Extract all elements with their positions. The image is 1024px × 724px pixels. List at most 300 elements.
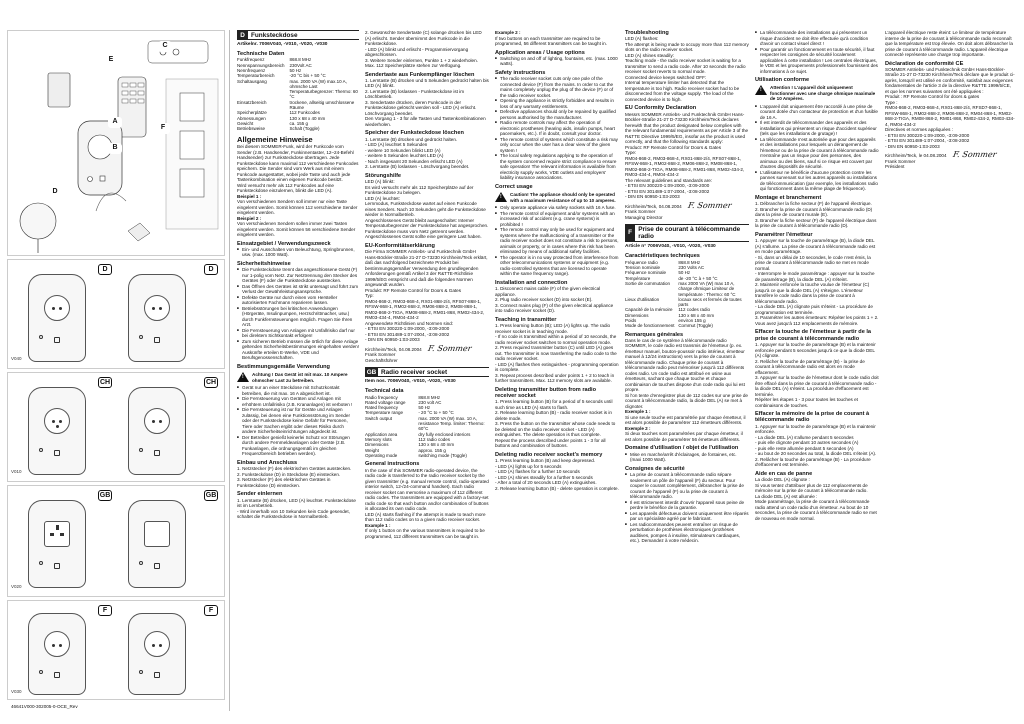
- example2-text-fr: Si deux touches sont paramétrées par chaque émetteur, il est alors possible de paramétrer 56 émetteurs différents.: [625, 431, 743, 442]
- fault-text: Es wird versucht mehr als 112 Speicherplätze auf der Funksteckdose zu belegen.: [365, 184, 474, 196]
- spec-key: Temperaturbereich: [237, 73, 275, 79]
- variant-code-fr: V030: [11, 689, 22, 694]
- list-item: ■ Les appareils défectueux doivent uniquement être réparés par un spécialiste agréé par le fabricant.: [625, 511, 749, 522]
- wall-switch-shape: [48, 73, 70, 107]
- spec-value: locaux secs et fermés de toutes parts: [678, 296, 742, 308]
- fault-text: Si vous tentez d'attribuer plus de 112 emplacements de mémoire sur la prise de courant à télécommande radio.: [755, 482, 868, 494]
- receiver-socket-ch: [28, 387, 86, 475]
- list-item: ■ The operator is in no way protected from interference from other telecommunications systems or equipment (e.g. radio-controlled systems that are licensed to operate within the same frequency range).: [495, 255, 619, 277]
- delete-step: 3. Press the button on the transmitter whose code needs to be deleted on the radio receiver socket - LED (A) extinguishes. The delete operation is thus complete.: [495, 421, 616, 438]
- heading-conf-de: EU-Konformitätserklärung: [365, 242, 435, 249]
- list-item: ■ Die Fernsteuerung von Anlagen mit Unfallrisiko darf nur bei direktem Sichtkontakt erfolgen!: [237, 328, 359, 339]
- norm-item: - DIN EN 60950-1:03-2003: [625, 194, 680, 200]
- variant-panel-ch: [7, 372, 225, 482]
- teach-step: - If no code is transmitted within a period of 10 seconds, the radio receiver socket switches to normal operation mode.: [495, 334, 617, 345]
- teach-step: - LED (A) flashes then extinguishes - programming operation is complete.: [495, 361, 619, 373]
- spec-key: Mode de fonctionnement: [625, 323, 675, 329]
- heading-delete-de: Sendertaste aus Funkempfänger löschen: [365, 71, 475, 78]
- variant-badge-gb-2: GB: [205, 492, 217, 499]
- signer-gb: Frank Sommer: [625, 209, 656, 215]
- clear-step: - LED (A) flashes for a further 10 seconds: [495, 469, 580, 475]
- label-c: C: [158, 41, 172, 52]
- fault-text: LED (A) leuchtet:: [365, 195, 400, 201]
- general-text2-de: Wird versucht mehr als 112 Funkcodes auf eine Funksteckdose einzulernen, blinkt die LED (A).: [237, 182, 334, 194]
- spec-value: 50 Hz: [289, 68, 302, 73]
- list-item: ■ Only operate appliance via safety sockets with 16 A fuse.: [495, 205, 619, 211]
- warning-box-gb: [495, 192, 619, 203]
- section-header-gb: [365, 367, 489, 377]
- illustration-column: [5, 30, 230, 711]
- types-gb: RM04-868-2, RM03-868-4, RX01-868-2/4, RFS07-868-1, RFSW-868-1, RM02-868-2, RM06-868-2, RM08-868-1, RM02-868-2-TIGA, RM08-868-2, RM01-868, RM02-434-2, RM03-434-4, RM04-434-2: [625, 155, 745, 178]
- general-text2-fr: Si l'on tente d'enregistrer plus de 112 codes sur une prise de courant à télécommande radio, la diode DEL (A) se met à clignoter.: [625, 392, 748, 409]
- fault-text: Mode paramétrage, la prise de courant à télécommande radio attend un code radio d'un émetteur. Au bout de 10 secondes, la prise de courant à télécommande radio se met de nouveau en mode normal.: [755, 499, 877, 521]
- list-item: ■ L'appareil doit uniquement être raccordé à une prise de courant dotée d'un contacteur de protection et d'un fusible de 16 A.: [755, 104, 879, 121]
- type-label-de: Typ:: [365, 293, 374, 299]
- section-header-fr: [625, 224, 749, 242]
- list-item: ■ Die Funksteckdose trennt das angeschlossene Gerät (F) nur 1-polig vom Netz. Zur Netztrennung den Stecker des Gerätes (F) oder die Funksteckdose ausstecken.: [237, 267, 359, 284]
- spec-table-gb: [365, 395, 489, 459]
- norm-item: - ETSI EN 300220-1:09-2000, -3:09-2000: [365, 326, 450, 332]
- french-column-1: [755, 30, 879, 711]
- spec-key: Tension nominale: [625, 265, 661, 271]
- variant-badge-ch-2: CH: [205, 379, 217, 386]
- variant-badge-de: D: [98, 264, 112, 275]
- norm-item: - DIN EN 60950-1:03-2003: [885, 143, 940, 149]
- spec-value: 130 x 68 x 40 mm: [678, 312, 715, 318]
- delete-step: 1. Press learning button (B) for a period of 5 seconds until such time as LED (A) starts to flash.: [495, 399, 613, 410]
- teach-step: - LED (A) blinkt und erlischt - Programmiervorgang abgeschlossen.: [365, 46, 469, 57]
- heading-conf-gb: EU Conformity Declaration: [625, 105, 697, 112]
- section-title-de: Funksteckdose: [251, 31, 298, 39]
- clear-step: - puis elle clignote pendant 10 autres secondes (A): [755, 440, 859, 446]
- spec-table-de: [237, 57, 359, 131]
- variant-badge-fr-2: F: [204, 605, 218, 616]
- list-item: ■ Radio remote controls may affect the operation of electronic prostheses (hearing aids, insulin pumps, heart pacemakers, etc.). If in doubt, consult your doctor.: [495, 120, 619, 137]
- clear-step: - La diode DEL (A) s'allume pendant 5 secondes: [755, 434, 854, 440]
- type-label-fr: Type :: [885, 99, 898, 105]
- spec-value: - 20 °C to + 50 °C: [418, 410, 454, 416]
- spec-value: environ 155 g: [678, 317, 706, 323]
- spec-value: max. 2000 VA (W) max. 10 A, resistance Temp. limiter: Thermo: 60°C: [418, 415, 485, 432]
- usage-list-gb: [495, 56, 619, 67]
- list-item: ■ Ein- und Ausschalten von Beleuchtung, Springbrunnen, usw. (max. 1000 Watt).: [237, 247, 359, 258]
- heading-spec-fr: Caractéristiques techniques: [625, 253, 700, 260]
- install-step: 3. Brancher la fiche secteur (F) de l'appareil électrique dans la prise de courant à télécommande radio (D).: [755, 217, 877, 229]
- spec-key: Funkfrequenz: [237, 57, 265, 63]
- heading-delete-fr: Effacer la touche de l'émetteur à partir de la prise de courant à télécommande radio: [755, 329, 872, 342]
- teach-step: 2. Gewünschte Sendertaste (C) solange drücken bis LED (A) erlischt. Sender übernimmt den Funkcode in die Funksteckdose.: [365, 30, 482, 46]
- section-header-de: [237, 30, 359, 40]
- signer-fr: Frank Sommer: [885, 158, 916, 164]
- safety-list-gb: [495, 76, 619, 181]
- receiver-socket-fr-side: [128, 613, 186, 695]
- clear-step: - After a total of 20 seconds LED (A) extinguishes.: [495, 480, 597, 486]
- receiver-socket-de: [28, 274, 86, 362]
- list-item: ■ Betriebsstörungen bei kritischen Anwendungen (Hörgeräte, Insulinpumpen, Herzschrittmacher, usw.) durch Funkfernsteuerungen möglich. Fragen Sie Ihren Arzt.: [237, 306, 359, 328]
- norm-item: - ETSI EN 301489-1:07-2004, -3:08-2002: [365, 331, 450, 337]
- heading-teach-fr: Paramétrer l'émetteur: [755, 231, 813, 238]
- spec-key: Sortie de commutation: [625, 280, 671, 286]
- heading-safety-fr: Consignes de sécurité: [625, 465, 685, 472]
- english-column-1: [495, 30, 619, 711]
- usage-list-fr: [625, 452, 749, 463]
- conf-text-fr: SOMMER Antriebs- und Funktechnik GmbH Hans-Böckler-Straße 21-27 D-73230 Kirchheim/Teck déclare que le produit ci-après, lorsqu'il est utilisé en conformité, satisfait aux exigences fondamentales de l'article 3 de la directive R&TTE 1999/5/CE, et que les normes suivantes ont été appliquées :: [885, 66, 1015, 94]
- spec-value: 130 x 68 x 40 mm: [418, 442, 455, 448]
- signature-gb: F. Sommer: [686, 200, 732, 210]
- product-label-gb: Product:: [625, 144, 643, 150]
- document-footer: 46641V000-302005-0-OCE_Rev: [11, 704, 78, 709]
- teach-step: 1. Appuyer sur la touche de paramétrage (B), la diode DEL (A) s'allume. La prise de courant à télécommande radio est en mode paramétrage.: [755, 238, 876, 255]
- type-label-gb: Type:: [625, 150, 637, 156]
- general-text-fr: Dans le cas de ce système à télécommande radio SOMMER, le code radio est transmis de l'émetteur (p. ex. émetteur manuel, bouton-poussoir radio intérieur, émetteur manuel à 12/24 instructions) vers la prise de courant à télécommande radio. Chaque prise de courant à télécommande radio peut mémoriser jusqu'à 112 différents codes radio. Un code radio est attribué en usine aux émetteurs, sachant que chaque touche et chaque combinaison de touches dispose d'un code radio qui lui est propre.: [625, 337, 745, 393]
- product-label-fr: Produit :: [885, 94, 903, 100]
- product-de: RF Remote Control for Doors & Gates: [383, 287, 461, 293]
- clear-step: 2. Release learning button (B) - delete operation is complete.: [495, 485, 619, 491]
- language-code-de: D: [237, 31, 248, 40]
- receiver-socket-fr: [28, 613, 86, 695]
- section-title-fr: Prise de courant à télécommande radio: [638, 226, 741, 241]
- conf-text-gb: Messrs SOMMER Antriebs- und Funktechnik GmbH Hans-Böckler-Straße 21-27 D-73230 Kirchheim/Teck declares herewith that the product designated below complies with the relevant fundamental requirements as per Article 3 of the R&TTE Directive 1999/5/EG, insofar as the product is used correctly, and that the following standards apply:: [625, 111, 749, 145]
- warning-icon: !: [237, 372, 249, 382]
- spec-value: Schalt (Toggle): [289, 126, 320, 132]
- example2-heading-de: Beispiel 2 :: [237, 215, 262, 221]
- signature-fr: F. Sommer: [951, 150, 997, 160]
- variant-badge-de-2: D: [204, 264, 218, 275]
- general-text-gb: In the case of this SOMMER radio-operated device, the radio code is transferred to the radio receiver socket by the given transmitter (e.g. manual remote control, radio-operated interior switch, 12-/24-command handset). Each radio receiver socket can memorise a maximum of 112 different radio codes. The transmitters are equipped with a factory-set radio code so that each button and/or combination of buttons is allocated its own radio code.: [365, 467, 489, 511]
- signer-role-fr: Président: [885, 164, 905, 170]
- list-item: ■ Der Betreiber genießt keinerlei Schutz vor Störungen durch andere Fernmeldeanlagen oder Geräte (z.B. Funkanlagen, die ordnungsgemäß im gleichen Frequenzbereich betrieben werden).: [237, 435, 359, 457]
- manual-sheet: [5, 26, 1019, 711]
- fault-text: La diode DEL (A) est allumée :: [755, 493, 818, 499]
- example1-heading-de: Beispiel 1 :: [237, 193, 262, 199]
- install-step: 3. Connect mains plug (F) of the given electrical appliance into radio receiver socket (D).: [495, 302, 614, 314]
- heading-usage-fr: Domaine d'utilisation / objet de l'utilisation: [625, 445, 739, 452]
- spec-key: Switch output: [365, 415, 393, 421]
- article-number-gb: Item nos. 7006V040, -V010, -V020, -V030: [365, 379, 456, 385]
- spec-value: 112 Funkcodes: [289, 110, 320, 116]
- place-gb: Kirchheim/Teck, 04.08.2004: [625, 203, 682, 209]
- clear-step: - au bout de 20 secondes au total, la diode DEL s'éteint (A).: [755, 451, 877, 457]
- delete-step: 1. Appuyer sur la touche de paramétrage (B) et la maintenir enfoncée pendant 5 secondes jusqu'à ce que la diode DEL (A) clignote.: [755, 342, 876, 359]
- list-item: ■ La prise de courant à télécommande radio sépare seulement un pôle de l'appareil (F) du secteur. Pour couper le courant complètement, débrancher la prise de courant de l'appareil (F) ou la prise de courant à télécommande radio.: [625, 472, 749, 500]
- delete-step: 3. Sendertaste drücken, deren Funkcode in der Funksteckdose gelöscht werden soll - LED (A) erlischt. Löschvorgang beendet.: [365, 99, 477, 116]
- spec-value: ca. 155 g: [289, 120, 308, 126]
- signer-role-de: Geschäftsführer: [365, 357, 398, 363]
- warning-text-fr: L'appareil doit uniquement fonctionner avec une charge ohmique maximale de 10 Ampères.: [770, 85, 876, 102]
- safety-list-fr: [625, 472, 749, 544]
- heading-intended-fr: Utilisation conforme: [755, 77, 810, 83]
- heading-clear-fr: Effacer la mémoire de la prise de courant à télécommande radio: [755, 411, 870, 424]
- warning-title-fr: Attention !: [770, 85, 793, 91]
- types-de: RM04-868-2, RM03-868-4, RX01-868-2/4, RFS07-868-1, RFSW-868-1, RM02-868-2, RM06-868-2, RM08-868-1, RM02-868-2-TIGA, RM08-868-2, RM01-868, RM02-434-2, RM03-434-4, RM04-434-2: [365, 298, 485, 321]
- variant-code-gb: V020: [11, 584, 22, 589]
- teach-step: - La diode DEL (A) clignote puis s'éteint - La procédure de programmation est terminée.: [755, 304, 873, 315]
- intended-list-fr: [755, 104, 879, 192]
- teach-step: - Wird innerhalb von 10 Sekunden kein Code gesendet, schaltet die Funksteckdose in Normalbetrieb.: [237, 508, 350, 520]
- install-step: 2. Plug radio receiver socket (D) into socket (E).: [495, 297, 593, 303]
- variant-panel-fr: [7, 600, 225, 700]
- heading-conf-fr: Déclaration de conformité CE: [885, 60, 964, 67]
- spec-key: Temperature range: [365, 410, 404, 416]
- clear-step: 1. Lerntaste (B) drücken und gedrückt halten.: [365, 136, 458, 142]
- heading-usage-gb: Application areas / Usage options: [495, 49, 585, 56]
- heading-spec-de: Technische Daten: [237, 51, 285, 57]
- spec-value: 112 radio codes: [418, 436, 451, 442]
- list-item: ■ Pour garantir un fonctionnement en toute sécurité, il faut respecter les consignes de sécurité localement applicables à cette installation ! Les centrales électriques, le VDE et les groupements professionnels fournissent des informations à ce sujet.: [755, 47, 879, 75]
- spec-value: 230Volt AC: [289, 62, 312, 68]
- list-item: ■ The remote control may only be used for equipment and systems where the malfunctioning of a transmitter or the radio receiver socket does not constitute a risk to persons, animals or property, or in cases where this risk has been eliminated by means of additional safety facilities.: [495, 227, 619, 255]
- install-step: 2. Funksteckdose (D) in Steckdose (E) einstecken.: [237, 471, 341, 477]
- spec-value: 112 codes radio: [678, 307, 711, 313]
- spec-value: -20 °C bis + 50 °C: [289, 73, 326, 79]
- warning-title-gb: Caution!: [510, 192, 529, 198]
- teach-step: - Si, dans un délai de 10 secondes, le code n'est émis, la prise de courant à télécommande radio se met en mode normal.: [755, 254, 871, 271]
- heading-install-fr: Montage et branchement: [755, 194, 822, 201]
- list-item: ■ La télécommande des installations qui présentent un risque d'accident ne doit être effectuée qu'à condition d'avoir un contact visuel direct !: [755, 30, 879, 47]
- clear-step: - Nach insgesamt 20 Sekunden erlischt LED (A): [365, 158, 463, 164]
- receiver-socket-ch-side: [128, 387, 186, 475]
- spec-key: Fréquence nominale: [625, 270, 667, 276]
- fault-text: LED (A) blinkt:: [365, 179, 395, 185]
- intended-list-de: [237, 385, 359, 457]
- delete-step: 2. Relâcher la touche de paramétrage (B) - la prise de courant à télécommande radio est alors en mode effacement.: [755, 358, 865, 375]
- spec-key: Radio frequency: [365, 394, 398, 400]
- spec-value: 868.8 MHz: [678, 259, 701, 265]
- spec-value: 130 x 68 x 40 mm: [289, 115, 326, 121]
- language-code-gb: GB: [366, 368, 377, 376]
- spec-value: 868.8 MHz: [289, 57, 312, 63]
- spec-value: de -20 °C à + 50 °C: [678, 275, 718, 281]
- teach-step: 2. Press required transmitter button (C) until LED (A) goes out. The transmitter is now transferring the radio code to the radio receiver socket.: [495, 345, 617, 362]
- spec-key: Gewicht: [237, 120, 254, 126]
- fault-text: LED (A) flashes:: [625, 36, 659, 42]
- heading-install-de: Einbau und Anschluss: [237, 459, 298, 466]
- signer-de: Frank Sommer: [365, 352, 396, 358]
- heading-fault-gb: Troubleshooting: [625, 30, 669, 36]
- spec-value: trockene, allseitig umschlossene Räume: [289, 99, 355, 111]
- spec-key: Betriebsweise: [237, 126, 266, 132]
- label-b: B: [108, 143, 122, 154]
- norm-item: - DIN EN 60950-1:03-2003: [365, 337, 420, 343]
- norm-item: - ETSI EN 301489-1:07-2004, -3:08-2002: [885, 138, 970, 144]
- french-column-2: [885, 30, 1015, 711]
- clear-step: - puis elle reste allumée pendant 5 secondes (A): [755, 445, 854, 451]
- product-gb: RF Remote Control for Doors & Gates: [643, 144, 721, 150]
- clear-step: - LED (A) leuchtet 5 Sekunden: [365, 142, 428, 148]
- heading-fault-de: Störungshilfe: [365, 172, 402, 179]
- language-code-fr: F: [625, 225, 635, 241]
- german-column-2: [365, 30, 489, 711]
- clear-step: - weitere 5 Sekunden leuchtet LED (A): [365, 153, 444, 159]
- variant-code-de: V040: [11, 356, 22, 361]
- list-item: ■ Zum sicheren Betrieb müssen die örtlich für diese Anlage geltenden Sicherheitsbestimmungen eingehalten werden! Auskünfte erteilen E-Werke, VDE und Berufsgenossenschaften.: [237, 339, 359, 361]
- example1-text-de: Von verschiedenen Sendern soll immer nur eine Taste eingelernt werden. Somit können 112 verschiedene Sender eingelernt werden.: [237, 199, 358, 216]
- place-de: Kirchheim/Teck, 04.08.2004: [365, 346, 422, 352]
- spec-value: approx. 155 g: [418, 447, 446, 453]
- example2-heading-gb: Example 2 :: [495, 30, 521, 35]
- example1-text-gb: If only 1 button on the various transmitters is required to be programmed, 112 different transmitters can be taught in.: [365, 528, 485, 539]
- delete-step: 2. Release learning button (B) - radio receiver socket is in delete mode.: [495, 410, 612, 421]
- fault-text: Lernmodus, Funksteckdose wartet auf einen Funkcode eines Senders. Nach 10 Sekunden geht die Funksteckdose wieder in Normalbetrieb.: [365, 201, 486, 218]
- fault-text: Angeschlossenes Gerät bleibt ausgeschaltet: Interner Temperaturbegrenzer der Funksteckdose hat angesprochen. Funksteckdose muss vom Netz getrennt werden. Angeschlossenes Gerät sollte eine geringere Last haben.: [365, 217, 489, 240]
- product-fr: RF Remote Control for doors & gates: [903, 94, 980, 100]
- spec-value: max. 2000 VA (W) max.10 A, ohmsche Last Temperaturbegrenzer: Thermo: 60 °C: [289, 78, 358, 100]
- heading-spec-gb: Technical data: [365, 388, 404, 395]
- section-title-gb: Radio receiver socket: [381, 368, 448, 376]
- warning-box-de: [237, 372, 359, 383]
- list-item: ■ Les radiocommandes peuvent entraîner un risque de perturbation de prothèses électroniques (prothèses auditives, pompes à insuline, stimulateurs cardiaques, etc.). Demandez à votre médecin.: [625, 522, 749, 544]
- heading-clear-de: Speicher der Funksteckdose löschen: [365, 130, 464, 137]
- spec-key: Rated voltage range: [365, 399, 406, 405]
- delete-step: Den Vorgang 1 - 3 für alle Tasten und Tastenkombinationen wiederholen.: [365, 116, 486, 127]
- label-d: D: [48, 187, 62, 198]
- teach-step: 3. Repeat process described under points 1 + 2 to teach in further transmitters. Max. 112 memory slots are available.: [495, 372, 615, 384]
- install-step: 3. Netzstecker (F) des elektrischen Gerätes in Funksteckdose (D) einstecken.: [237, 477, 331, 488]
- spec-key: Nennfrequenz: [237, 68, 266, 73]
- clear-step: 1. Appuyer sur la touche de paramétrage (B) et la maintenir enfoncée.: [755, 423, 876, 435]
- heading-safety-gb: Safety instructions: [495, 69, 546, 76]
- fan-shape: [20, 203, 56, 239]
- heading-teach-gb: Teaching in transmitter: [495, 316, 557, 323]
- intended-list-gb: [495, 205, 619, 277]
- list-item: ■ Die Fernsteuerung von Geräten und Anlagen mit erhöhtem Unfallrisiko (z.B. Krananlagen) ist verboten !: [237, 396, 359, 407]
- spec-key: Poids: [625, 317, 637, 323]
- variant-panel-gb: [7, 485, 225, 597]
- heading-intended-gb: Correct usage: [495, 183, 533, 190]
- spec-value: 50 Hz: [678, 270, 691, 276]
- warning-box-fr: [755, 85, 879, 102]
- norms-label-de: Angewendete Richtlinien und Normen sind:: [365, 320, 454, 326]
- mains-plug-shape: [128, 223, 150, 241]
- spec-key: Schaltausgang: [237, 78, 267, 84]
- spec-key: Capacité de la mémoire: [625, 307, 673, 313]
- fault-text: The attempt is being made to occupy more than 112 memory slots on the radio receiver socket.: [625, 41, 749, 53]
- article-number-fr: Article n° 7006V040, -V010, -V020, -V030: [625, 244, 716, 250]
- spec-key: Weight: [365, 447, 379, 453]
- spec-key: Fréquence radio: [625, 259, 658, 265]
- example2-heading-fr: Exemple 2 :: [625, 425, 651, 431]
- heading-clear-gb: Deleting radio receiver socket's memory: [495, 451, 603, 458]
- types-fr: RM04-868-2, RM03-868-4, RX01-868-2/4, RFSD7-868-1, RFSW-868-1, RM02-868-2, RM06-868-2, RM04-868-1, RM02-868-2-TIGA, RM08-868-2, RM01-868, RM02-434-2, RM03-434-4, RM04-434-2: [885, 105, 1015, 127]
- warning-text-gb: The appliance should only be operated with a maximum resistance of up to 10 amperes.: [510, 192, 616, 203]
- list-item: ■ Das Öffnen des Gerätes ist strikt untersagt und führt zum Verlust der Gewährleistungsansprüche.: [237, 284, 359, 295]
- spec-value: switching mode (Toggle): [418, 452, 467, 458]
- clear-step: - LED (A) lights up for 5 seconds: [495, 463, 562, 469]
- heading-general-fr: Remarques générales: [625, 331, 684, 338]
- spec-value: max 2000 VA (W) max 10 A, charge ohmique Limiteur de température : Thermo: 60 °C: [678, 280, 736, 297]
- install-step: 2. Brancher la prise de courant à télécommande radio (D) dans la prise de courant murale (E).: [755, 206, 873, 218]
- heading-general-gb: General instructions: [365, 461, 420, 468]
- conf-tail-fr: L'appareil électrique reste éteint: Le limiteur de température interne de la prise de courant à télécommande radio reconnaît que la température est trop élevée. On doit alors débrancher la prise de courant à télécommande radio. L'appareil électrique connecté représente une charge trop importante.: [885, 30, 1013, 57]
- spec-key: Abmessungen: [237, 115, 266, 121]
- teach-step: 3. Paramétrer les autres émetteurs: Répéter les points 1 + 2. Vous avez jusqu'à 112 emplacements de mémoire.: [755, 315, 879, 326]
- clear-step: - weitere 10 Sekunden blinkt LED (A): [365, 147, 441, 153]
- fault-text: La diode DEL (A) clignote :: [755, 477, 810, 483]
- spec-value: dry fully enclosed interiors: [418, 431, 471, 437]
- clear-step: 2. Lerntaste (B) loslassen - Löschvorgang beendet.: [365, 164, 470, 170]
- spec-key: Speicherplätze: [237, 110, 267, 116]
- delete-step: 1. Lerntaste (B) drücken und 5 Sekunden gedrückt halten bis LED (A) blinkt.: [365, 77, 489, 89]
- spec-value: Commut (Toggle): [678, 323, 713, 329]
- label-f: F: [156, 123, 170, 134]
- example1-heading-fr: Exemple 1 :: [625, 409, 651, 415]
- german-column-1: [237, 30, 359, 711]
- list-item: ■ Die Fernsteuerung ist nur für Geräte und Anlagen zulässig, bei denen eine Funktionsstörung im Sender oder der Funksteckdose keine Gefahr für Personen, Tiere oder Sachen ergibt oder dieses Risiko durch andere Sicherheitseinrichtungen abgedeckt ist.: [237, 407, 359, 435]
- teach-step: 3. Weitere Sender einlernen, Punkte 1 + 2 wiederholen. Max. 112 Speicherplätze stehen zur Verfügung.: [365, 57, 478, 68]
- norms-label-fr: Directives et normes appliquées :: [885, 127, 953, 133]
- warning-icon: !: [755, 85, 767, 95]
- variant-badge-ch: CH: [99, 379, 111, 386]
- fault-text: Connected device keeps switched OFF:: [625, 74, 707, 80]
- overview-illustration: [7, 30, 225, 256]
- clear-step: 2. Relâcher la touche de paramétrage (B) - La procédure d'effacement est terminée.: [755, 456, 871, 468]
- spec-key: Einsatzbereich: [237, 99, 267, 105]
- general-text2-gb: LED (A) starts flashing if the attempt is made to teach more than 112 radio codes on to a given radio receiver socket.: [365, 511, 486, 522]
- spec-value: 230 volt AC: [418, 399, 442, 405]
- delete-step: 2. Lerntaste (B) loslassen - Funksteckdose ist im Löschbetrieb.: [365, 88, 465, 100]
- spec-value: 868.8 MHz: [418, 394, 441, 400]
- list-item: ■ The remote control of systems which constitute a risk may only occur when the user has a clear view of the given system !: [495, 137, 619, 154]
- install-step: 1. Netzstecker (F) des elektrischen Gerätes ausstecken.: [237, 466, 352, 472]
- label-a: A: [108, 117, 122, 128]
- receiver-socket-gb: [28, 500, 86, 588]
- spec-key: Température: [625, 275, 651, 281]
- variant-badge-fr: F: [98, 605, 112, 616]
- place-fr: Kirchheim/Teck, le 04.08.2004: [885, 153, 947, 159]
- variant-code-ch: V010: [11, 469, 22, 474]
- fault-text: Internal temperature limiter has detected that the temperature is too high. Radio receiver socket had to be disconnected from the voltage supply. The load of the connected device is to high.: [625, 80, 740, 102]
- spec-value: 50 Hz: [418, 405, 431, 411]
- install-step: 1. Disconnect mains cable (F) of the given electrical appliance.: [495, 286, 601, 297]
- warning-icon: !: [495, 192, 507, 202]
- example2-text-gb: If two buttons on each transmitter are required to be programmed, 56 different transmitters can be taught in.: [495, 35, 608, 46]
- list-item: ■ Defekte Geräte nur durch einen vom Hersteller autorisierten Fachmann reparieren lassen.: [237, 295, 359, 306]
- install-step: 1. Débrancher la fiche secteur (F) de l'appareil électrique.: [755, 201, 872, 207]
- warning-title-de: Achtung !: [252, 372, 274, 378]
- warning-text-de: Das Gerät ist mit max. 10 Ampere ohmscher Last zu betreiben.: [252, 372, 348, 383]
- norms-label-gb: The relevant guidelines and standards are:: [625, 177, 713, 183]
- heading-delete-gb: Deleting transmitter button from radio receiver socket: [495, 386, 597, 399]
- clear-step: 1. Press learning button (B) and keep depressed.: [495, 458, 596, 464]
- spec-key: Nennspannungsbereich: [237, 62, 285, 68]
- list-item: ■ Opening the appliance is strictly forbidden and results in loss of any warranty entitlements.: [495, 98, 619, 109]
- heading-fault-fr: Aide en cas de panne: [755, 470, 813, 477]
- list-item: ■ Il est strictement interdit d'ouvrir l'appareil sous peine de perdre le bénéfice de la garantie.: [625, 500, 749, 511]
- conf-text-de: Die Firma SOMMER Antriebs- und Funktechnik GmbH Hans-Böckler-Straße 21-27 D-73230 Kirchheim/Teck erklärt, daß das nachfolgend bezeichnete Produkt bei bestimmungsgemäßer Verwendung den grundlegenden Anforderungen gemäß Artikel 3 der R&TTE-Richtlinie 1999/5/EG entspricht und daß die folgenden Normen angewandt wurden.: [365, 249, 488, 288]
- norm-item: - ETSI EN 300220-1:09-2000, -3:09-2000: [625, 183, 710, 189]
- list-item: ■ L'utilisateur ne bénéficie d'aucune protection contre les pannes survenant sur les autres appareils ou installations de télécommunication (par exemple, les installations radio qui fonctionnent dans la même plage de fréquence).: [755, 170, 879, 192]
- intro-list-fr: [755, 30, 879, 74]
- article-number-de: Artikelnr. 7006V040, -V010, -V020, -V030: [237, 42, 328, 47]
- spec-value: 230 Volts AC: [678, 265, 705, 271]
- receiver-socket-de-side: [128, 274, 186, 362]
- delete-step: Repeat the process described under points 1 - 3 for all buttons and combination of buttons.: [495, 437, 606, 449]
- list-item: ■ Mise en marche/arrêt d'éclairages, de fontaines, etc. (maxi 1000 Watt).: [625, 452, 749, 463]
- list-item: ■ Gerät nur an einer Steckdose mit Schutzkontakt betreiben, die mit max. 16 A abgesichert ist.: [237, 385, 359, 396]
- usage-list-de: [237, 247, 359, 258]
- fault-text: Teaching mode - the radio receiver socket is waiting for a transmitter to send a radio code. After 10 seconds the radio receiver socket reverts to normal mode.: [625, 58, 746, 75]
- teach-step: 1. Lerntaste (B) drücken, LED (A) leuchtet. Funksteckdose ist im Lernbetrieb.: [237, 497, 356, 509]
- list-item: ■ Il est interdit de télécommander des appareils et des installations qui présentent un risque d'accident supérieur (tels que les installations de grutage) !: [755, 120, 879, 137]
- heading-safety-de: Sicherheitshinweise: [237, 260, 291, 267]
- variant-panel-de: [7, 259, 225, 369]
- spec-key: Dimensions: [625, 312, 649, 318]
- heading-intended-de: Bestimmungsgemäße Verwendung: [237, 363, 330, 370]
- product-label-de: Produkt:: [365, 287, 383, 293]
- list-item: ■ The radio receiver socket cuts only one pole of the connected device (F) from the mains. In order to cut the mains completely unplug the plug of the device (F) or of the radio receiver socket.: [495, 76, 619, 98]
- spec-key: Rated frequency: [365, 405, 399, 411]
- spec-table-fr: [625, 260, 749, 329]
